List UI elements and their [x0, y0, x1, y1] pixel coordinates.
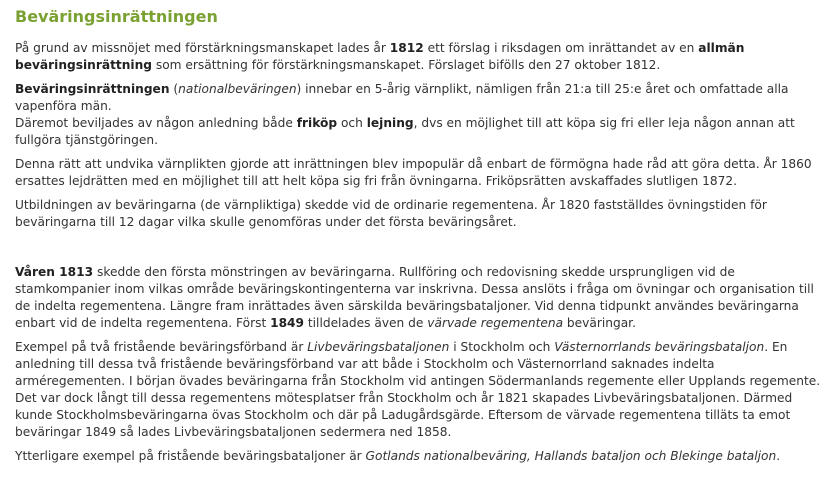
paragraph-conscription-terms — [15, 81, 825, 149]
paragraph-independent-units — [15, 339, 825, 441]
term-lejning: lejning — [366, 116, 414, 130]
term-allman-bevaringsinrattning: allmän beväringsinrättning — [15, 41, 745, 72]
text-run: beväringar. — [563, 316, 636, 330]
text-run: tilldelades även de — [304, 316, 428, 330]
term-bevaringsinrattningen: Beväringsinrättningen — [15, 82, 170, 96]
text-run: som ersättning för förstärkningsmanskapet. Förslaget bifölls den 27 oktober 1812. — [152, 58, 661, 72]
term-frikop: friköp — [296, 116, 338, 130]
text-run: ett förslag i riksdagen om inrättandet av en — [423, 41, 699, 55]
text-run: i Stockholm och — [449, 340, 555, 354]
page-title: Beväringsinrättningen — [15, 7, 218, 26]
paragraph-first-muster — [15, 264, 825, 332]
paragraph-more-examples — [15, 448, 825, 465]
paragraph-training: Utbildningen av beväringarna (de värnpliktiga) skedde vid de ordinarie regementena. År 1820 fastställdes övningstiden för beväringarna till 12 dagar vilka skulle genomföras under det första beväringsåret. — [15, 198, 767, 229]
term-livbevaringsbataljonen: Livbeväringsbataljonen — [307, 340, 450, 354]
paragraph-1812-proposal — [15, 40, 825, 74]
term-battalion-list: Gotlands nationalbeväring, Hallands bataljon och Blekinge bataljon — [365, 449, 777, 463]
article-body — [15, 40, 825, 472]
text-run: . — [776, 449, 781, 463]
spacer — [15, 238, 825, 264]
text-run: På grund av missnöjet med förstärkningsmanskapet lades år — [15, 41, 390, 55]
term-varen-1813: Våren 1813 — [15, 265, 94, 279]
term-nationalbevaringen: nationalbeväringen — [178, 82, 297, 96]
text-run: Däremot beviljades av någon anledning både — [15, 116, 297, 130]
text-run: . En anledning till dessa två fristående beväringsförband var att både i Stockholm och Västernorrland saknades indelta arméregementen. I början övades beväringarna från Stockholm vid antingen Södermanlands regemente eller Upplands regemente. Det var dock långt till dessa regementens mötesplatser från Stockholm och år 1821 skapades Livbeväringsbataljonen. Därmed kunde Stockholmsbeväringarna övas Stockholm och där på Ladugårdsgärde. Eftersom de värvade regementena tilläts ta emot beväringar 1849 så lades Livbeväringsbataljonen sedermera ned 1858. — [15, 340, 821, 439]
text-run: Exempel på två fristående beväringsförband är — [15, 340, 308, 354]
text-run: ( — [169, 82, 179, 96]
paragraph-unpopularity: Denna rätt att undvika värnplikten gjorde att inrättningen blev impopulär då enbart de förmögna hade råd att göra detta. År 1860 ersattes lejdrätten med en möjlighet till att helt köpa sig fri från övningarna. Friköpsrätten avskaffades slutligen 1872. — [15, 157, 812, 188]
term-vasternorrlands-bevaringsbataljon: Västernorrlands beväringsbataljon — [554, 340, 765, 354]
year-1849: 1849 — [270, 316, 305, 330]
text-run: ) innebar en 5-årig värnplikt, nämligen från 21:a till 25:e året och omfattade alla vapenföra män. — [15, 82, 789, 113]
text-run: , dvs en möjlighet till att köpa sig fri eller leja någon annan att fullgöra tjänstgöringen. — [15, 116, 795, 147]
text-run: och — [337, 116, 367, 130]
text-run: Ytterligare exempel på fristående beväringsbataljoner är — [15, 449, 366, 463]
term-varvade-regementena: värvade regementena — [427, 316, 564, 330]
text-run: skedde den första mönstringen av beväringarna. Rullföring och redovisning skedde ursprungligen vid de stamkompanier inom vilkas område beväringskontingenterna var inskrivna. Dessa anslöts i fråga om övningar och organisation till de indelta regementena. Längre fram inrättades även särskilda beväringsbataljoner. Vid denna tidpunkt användes beväringarna enbart vid de indelta regementena. Först — [15, 265, 814, 330]
year-1812: 1812 — [389, 41, 424, 55]
